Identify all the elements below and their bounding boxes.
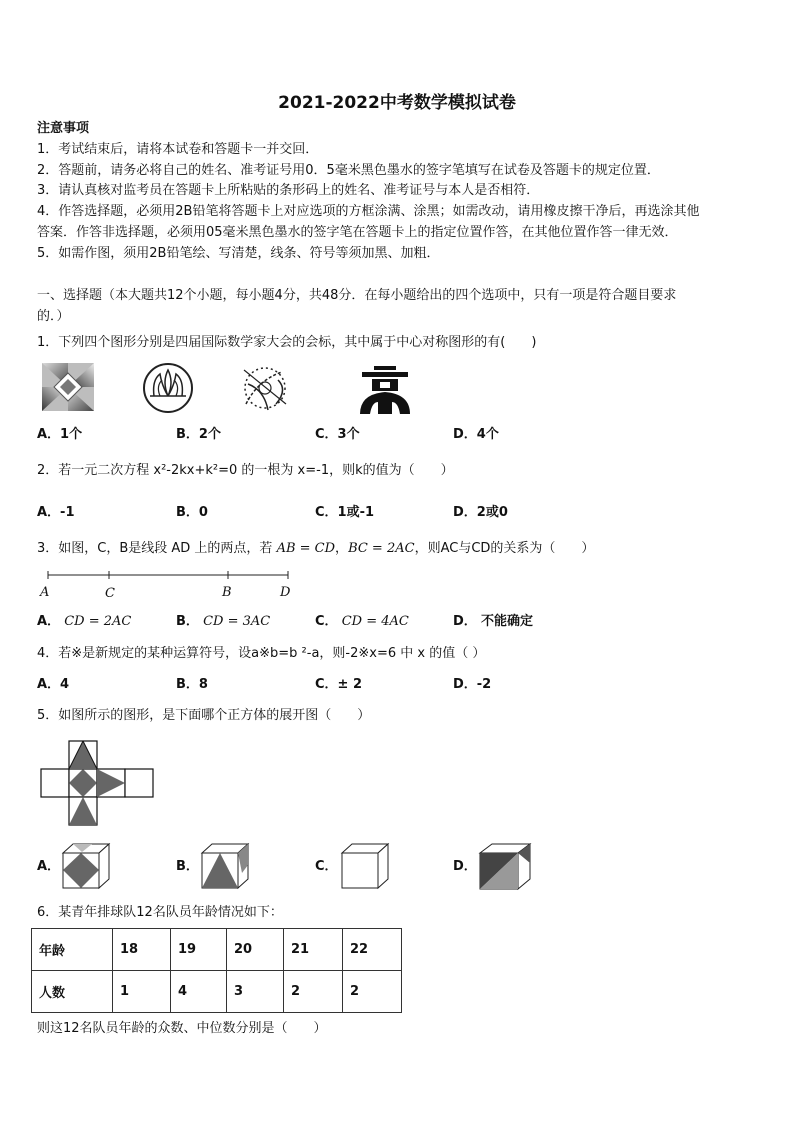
table-cell: 21 (284, 929, 343, 971)
q1-option-a[interactable]: A．1个 (37, 427, 83, 442)
q5-option-a[interactable]: A． (37, 859, 61, 874)
q3-sep: ， (335, 541, 349, 556)
logo-pinwheel-image (42, 363, 94, 411)
page-title: 2021-2022中考数学模拟试卷 (278, 93, 516, 113)
q3-option-a[interactable] (37, 614, 131, 630)
option-letter: D． (453, 614, 477, 629)
question-3-stem (37, 541, 594, 557)
option-letter: C． (315, 614, 338, 629)
table-row (32, 929, 402, 971)
q4-option-c[interactable]: C．± 2 (315, 677, 363, 692)
table-cell: 4 (171, 971, 227, 1013)
q1-option-b[interactable]: B．2个 (176, 427, 221, 442)
option-letter: B． (176, 614, 199, 629)
notice-heading: 注意事项 (37, 121, 90, 136)
section-heading-cont: 的．） (37, 309, 70, 324)
question-6-follow: 则这12名队员年龄的众数、中位数分别是（ ） (37, 1021, 327, 1036)
logo-circle-leaves-image (142, 362, 194, 414)
point-a-label: A (40, 585, 50, 600)
table-row (32, 971, 402, 1013)
q3-option-c[interactable] (315, 614, 409, 630)
table-cell: 22 (343, 929, 402, 971)
table-cell: 人数 (32, 971, 113, 1013)
notice-item: 4．作答选择题，必须用2B铅笔将答题卡上对应选项的方框涂满、涂黑；如需改动，请用橡皮擦干净后，再选涂其他 (37, 204, 700, 219)
q4-option-d[interactable]: D．-2 (453, 677, 492, 692)
q3-stem-b: ，则AC与CD的关系为（ ） (414, 541, 595, 556)
option-expr: CD = 3AC (203, 614, 271, 629)
question-1-stem: 1．下列四个图形分别是四届国际数学家大会的会标，其中属于中心对称图形的有( ) (37, 335, 537, 350)
question-6-stem: 6．某青年排球队12名队员年龄情况如下： (37, 905, 283, 920)
table-cell: 1 (113, 971, 171, 1013)
table-cell: 20 (227, 929, 284, 971)
q5-option-c[interactable]: C． (315, 859, 338, 874)
table-cell: 2 (284, 971, 343, 1013)
question-5-stem: 5．如图所示的图形，是下面哪个正方体的展开图（ ） (37, 708, 371, 723)
option-expr: CD = 2AC (64, 614, 132, 629)
cube-option-a-image (62, 843, 110, 889)
q5-option-b[interactable]: B． (176, 859, 199, 874)
q4-option-b[interactable]: B．8 (176, 677, 208, 692)
cube-option-b-image (201, 843, 249, 889)
q2-option-c[interactable]: C．1或-1 (315, 505, 375, 520)
option-expr: CD = 4AC (341, 614, 409, 629)
q2-option-d[interactable]: D．2或0 (453, 505, 508, 520)
age-table (31, 928, 402, 1013)
notice-item: 3．请认真核对监考员在答题卡上所粘贴的条形码上的姓名、准考证号与本人是否相符． (37, 183, 540, 198)
cube-option-d-image (479, 843, 531, 891)
option-letter: A． (37, 614, 61, 629)
q1-option-c[interactable]: C．3个 (315, 427, 360, 442)
cube-net-figure (40, 740, 156, 828)
q3-equation-1: AB = CD (276, 541, 336, 556)
table-cell: 19 (171, 929, 227, 971)
q2-option-b[interactable]: B．0 (176, 505, 208, 520)
cube-option-c-image (341, 843, 389, 889)
notice-item: 2．答题前，请务必将自己的姓名、准考证号用0．5毫米黑色墨水的签字笔填写在试卷及答题卡的规定位置． (37, 163, 660, 178)
q4-option-a[interactable]: A．4 (37, 677, 70, 692)
option-expr: 不能确定 (480, 614, 533, 629)
q3-equation-2: BC = 2AC (348, 541, 415, 556)
logo-dotted-spiral-image (238, 360, 292, 416)
q2-option-a[interactable]: A．-1 (37, 505, 75, 520)
q3-stem-a: 3．如图，C，B是线段 AD 上的两点，若 (37, 541, 273, 556)
q3-option-b[interactable] (176, 614, 270, 630)
point-b-label: B (222, 585, 232, 600)
point-d-label: D (280, 585, 291, 600)
q5-option-d[interactable]: D． (453, 859, 477, 874)
q1-option-d[interactable]: D．4个 (453, 427, 499, 442)
notice-item: 1．考试结束后，请将本试卷和答题卡一并交回． (37, 142, 319, 157)
segment-ad-diagram (38, 566, 298, 602)
q3-option-d[interactable] (453, 614, 533, 630)
table-cell: 18 (113, 929, 171, 971)
question-2-stem: 2．若一元二次方程 x²-2kx+k²=0 的一根为 x=-1，则k的值为（ ） (37, 463, 454, 478)
point-c-label: C (105, 586, 115, 601)
table-cell: 3 (227, 971, 284, 1013)
section-heading: 一、选择题（本大题共12个小题，每小题4分，共48分．在每小题给出的四个选项中，只有一项是符合题目要求 (37, 288, 677, 303)
question-4-stem: 4．若※是新规定的某种运算符号，设a※b=b ²-a，则-2※x=6 中 x 的值（ ） (37, 646, 486, 661)
notice-item: 答案．作答非选择题，必须用05毫米黑色墨水的签字笔在答题卡上的指定位置作答，在其他位置作答一律无效． (37, 225, 678, 240)
logo-arch-image (358, 366, 412, 414)
table-cell: 2 (343, 971, 402, 1013)
notice-item: 5．如需作图，须用2B铅笔绘、写清楚，线条、符号等须加黑、加粗． (37, 246, 440, 261)
table-cell: 年龄 (32, 929, 113, 971)
